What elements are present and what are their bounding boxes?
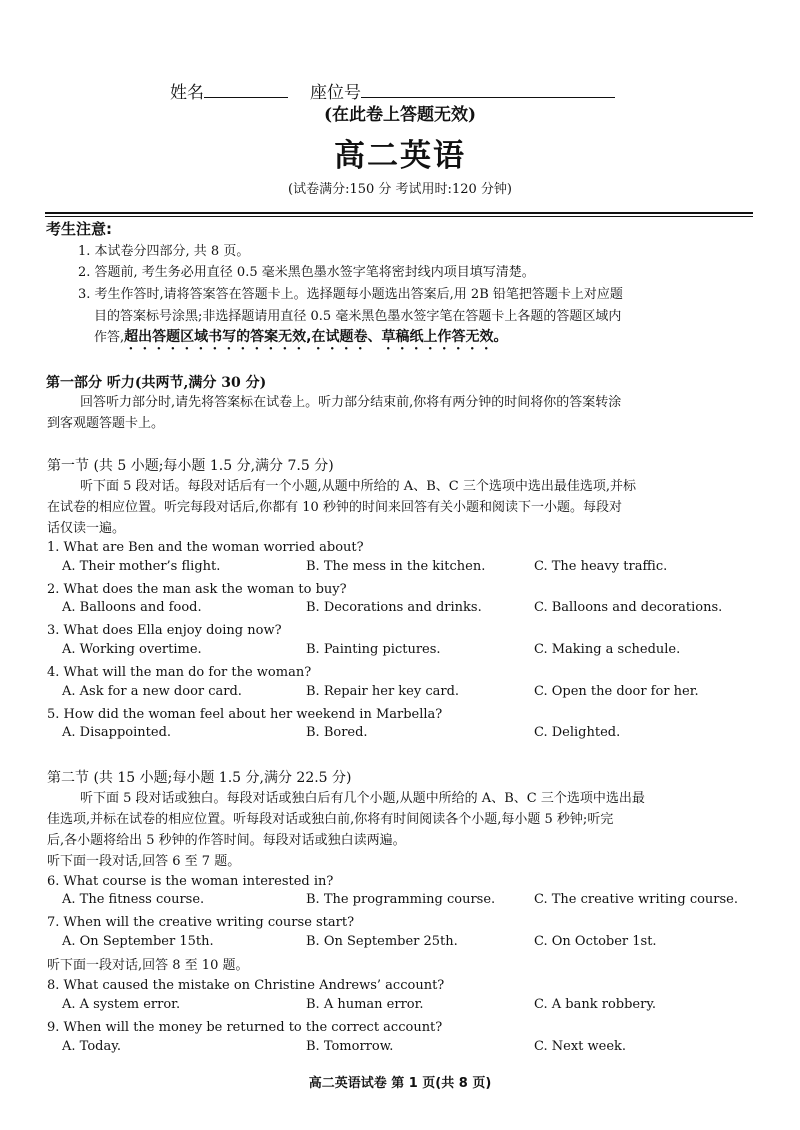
seat-blank	[361, 81, 615, 98]
divider-thin	[45, 216, 753, 217]
notice-item-3-line1: 3. 考生作答时,请将答案答在答题卡上。选择题每小题选出答案后,用 2B 铅笔把答题卡上对应题	[78, 287, 623, 302]
section1-heading: 第一节 (共 5 小题;每小题 1.5 分,满分 7.5 分)	[47, 458, 334, 474]
q2-option-a: A. Balloons and food.	[62, 600, 202, 615]
part1-intro-line1: 回答听力部分时,请先将答案标在试卷上。听力部分结束前,你将有两分钟的时间将你的答案转涂	[80, 395, 622, 410]
invalid-note: (在此卷上答题无效)	[323, 105, 477, 125]
notice-title: 考生注意:	[46, 220, 112, 238]
q1-option-c: C. The heavy traffic.	[534, 559, 668, 574]
q2-option-c: C. Balloons and decorations.	[534, 600, 723, 615]
q8-option-c: C. A bank robbery.	[534, 997, 657, 1012]
notice-emphasis: 超出答题区域书写的答案无效,在试题卷、草稿纸上作答无效。	[124, 329, 508, 345]
part1-heading: 第一部分 听力(共两节,满分 30 分)	[46, 375, 267, 391]
q8-option-b: B. A human error.	[306, 997, 424, 1012]
q1-option-a: A. Their mother’s flight.	[62, 559, 221, 574]
q7-option-b: B. On September 25th.	[306, 934, 458, 949]
q4-option-b: B. Repair her key card.	[306, 684, 460, 699]
q7-option-a: A. On September 15th.	[62, 934, 214, 949]
notice-item-3-prefix: 作答,	[94, 330, 125, 345]
q5-option-a: A. Disappointed.	[62, 725, 172, 740]
q1-option-b: B. The mess in the kitchen.	[306, 559, 486, 574]
divider-thick	[45, 212, 753, 214]
q5-option-b: B. Bored.	[306, 725, 368, 740]
q6-option-c: C. The creative writing course.	[534, 892, 739, 907]
question-4: 4. What will the man do for the woman?	[47, 665, 312, 680]
page-title: 高二英语	[334, 138, 466, 174]
section2-heading: 第二节 (共 15 小题;每小题 1.5 分,满分 22.5 分)	[47, 770, 352, 786]
q9-option-c: C. Next week.	[534, 1039, 627, 1054]
q9-option-b: B. Tomorrow.	[306, 1039, 394, 1054]
section2-line3: 后,各小题将给出 5 秒钟的作答时间。每段对话或独白读两遍。	[47, 833, 406, 848]
q3-option-c: C. Making a schedule.	[534, 642, 681, 657]
question-1: 1. What are Ben and the woman worried about?	[47, 540, 364, 555]
score-info: (试卷满分:150 分 考试用时:120 分钟)	[288, 182, 512, 197]
q2-option-b: B. Decorations and drinks.	[306, 600, 482, 615]
q6-option-a: A. The fitness course.	[62, 892, 205, 907]
q4-option-a: A. Ask for a new door card.	[62, 684, 242, 699]
seat-label: 座位号	[310, 83, 361, 103]
question-9: 9. When will the money be returned to the correct account?	[47, 1020, 443, 1035]
section1-line2: 在试卷的相应位置。听完每段对话后,你都有 10 秒钟的时间来回答有关小题和阅读下一小题。每段对	[47, 500, 622, 515]
page-footer: 高二英语试卷 第 1 页(共 8 页)	[308, 1076, 492, 1091]
question-5: 5. How did the woman feel about her weekend in Marbella?	[47, 707, 443, 722]
q8-option-a: A. A system error.	[62, 997, 181, 1012]
notice-item-3-line2: 目的答案标号涂黑;非选择题请用直径 0.5 毫米黑色墨水签字笔在答题卡上各题的答题区域内	[94, 309, 622, 324]
question-8: 8. What caused the mistake on Christine Andrews’ account?	[47, 978, 445, 993]
q3-option-b: B. Painting pictures.	[306, 642, 441, 657]
section2-line1: 听下面 5 段对话或独白。每段对话或独白后有几个小题,从题中所给的 A、B、C 三个选项中选出最	[80, 791, 645, 806]
q9-option-a: A. Today.	[62, 1039, 121, 1054]
part1-intro-line2: 到客观题答题卡上。	[47, 416, 165, 431]
question-3: 3. What does Ella enjoy doing now?	[47, 623, 282, 638]
q4-option-c: C. Open the door for her.	[534, 684, 699, 699]
section1-line1: 听下面 5 段对话。每段对话后有一个小题,从题中所给的 A、B、C 三个选项中选出最佳选项,并标	[80, 479, 636, 494]
q5-option-c: C. Delighted.	[534, 725, 621, 740]
section1-line3: 话仅读一遍。	[47, 521, 126, 536]
listen-instruction-8-10: 听下面一段对话,回答 8 至 10 题。	[47, 958, 249, 973]
q3-option-a: A. Working overtime.	[62, 642, 202, 657]
question-6: 6. What course is the woman interested in?	[47, 874, 334, 889]
notice-item-2: 2. 答题前, 考生务必用直径 0.5 毫米黑色墨水签字笔将密封线内项目填写清楚。	[78, 265, 535, 280]
name-label: 姓名	[170, 83, 204, 103]
q7-option-c: C. On October 1st.	[534, 934, 657, 949]
notice-item-1: 1. 本试卷分四部分, 共 8 页。	[78, 244, 250, 259]
section2-line2: 佳选项,并标在试卷的相应位置。听每段对话或独白前,你将有时间阅读各个小题,每小题 5 秒钟;听完	[47, 812, 614, 827]
name-blank	[204, 81, 288, 98]
notice-item-3-line3	[94, 327, 507, 353]
question-2: 2. What does the man ask the woman to buy?	[47, 582, 347, 597]
question-7: 7. When will the creative writing course start?	[47, 915, 355, 930]
listen-instruction-6-7: 听下面一段对话,回答 6 至 7 题。	[47, 854, 241, 869]
q6-option-b: B. The programming course.	[306, 892, 496, 907]
